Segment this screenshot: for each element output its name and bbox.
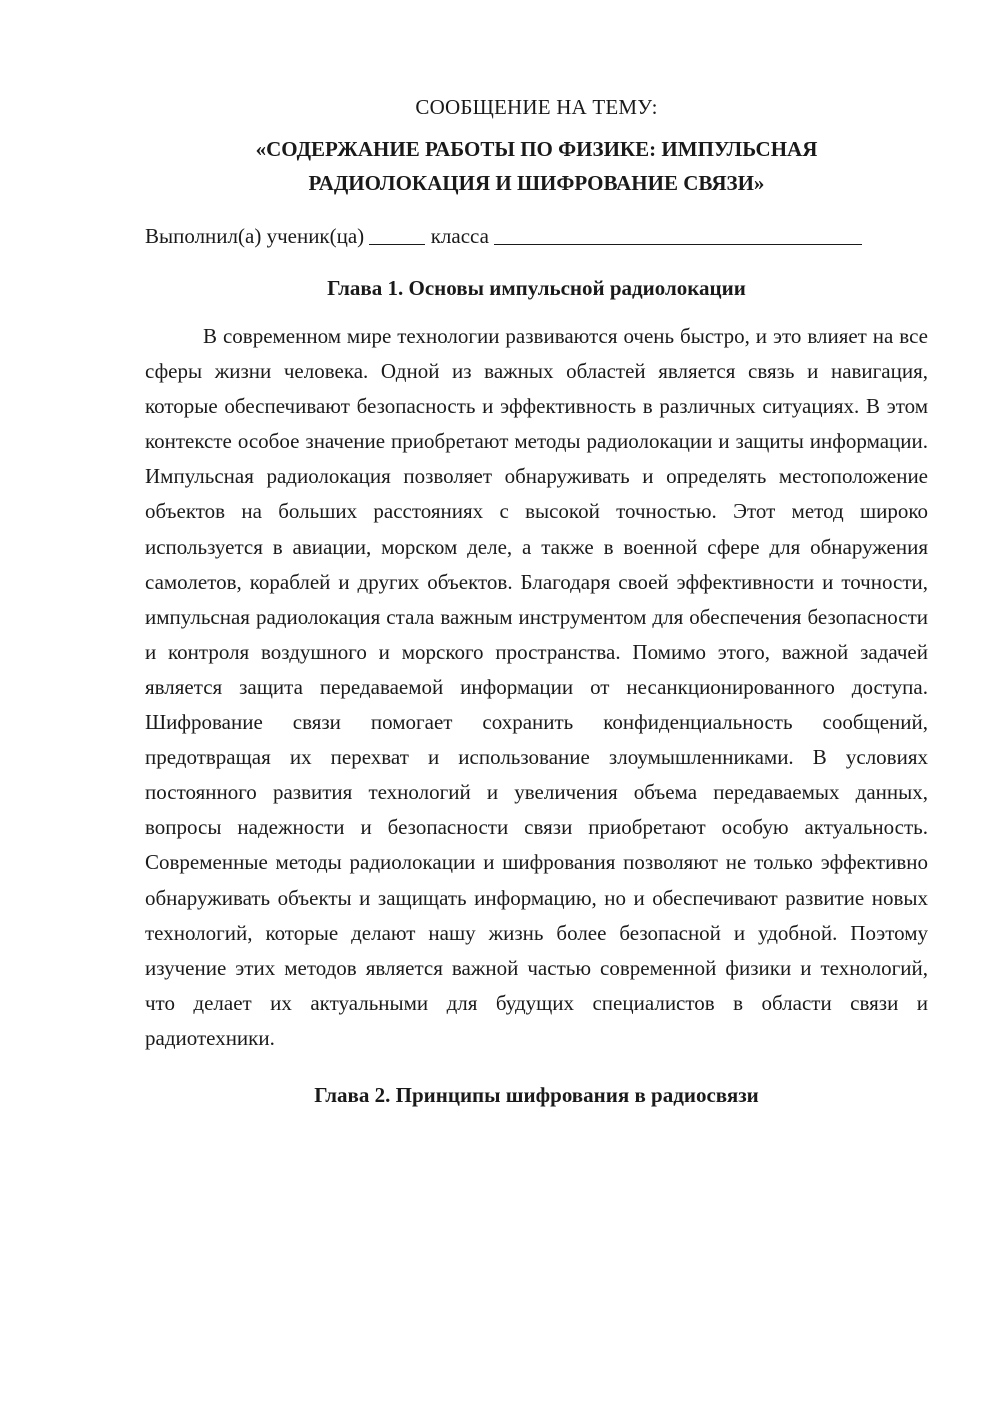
chapter-1-body: В современном мире технологии развиваются очень быстро, и это влияет на все сферы жизни человека. Одной из важных областей является связь и навигация, которые обеспечивают безопасность и эффективность в различных ситуациях. В этом контексте особое значение приобретают методы радиолокации и защиты информации. Импульсная радиолокация позволяет обнаруживать и определять местоположение объектов на больших расстояниях с высокой точностью. Этот метод широко используется в авиации, морском деле, а также в военной сфере для обнаружения самолетов, кораблей и других объектов. Благодаря своей эффективности и точности, импульсная радиолокация стала важным инструментом для обеспечения безопасности и контроля воздушного и морского пространства. Помимо этого, важной задачей является защита передаваемой информации от несанкционированного доступа. Шифрование связи помогает сохранить конфиденциальность сообщений, предотвращая их перехват и использование злоумышленниками. В условиях постоянного развития технологий и увеличения объема передаваемых данных, вопросы надежности и безопасности связи приобретают особую актуальность. Современные методы радиолокации и шифрования позволяют не только эффективно обнаруживать объекты и защищать информацию, но и обеспечивают развитие новых технологий, которые делают нашу жизнь более безопасной и удобной. Поэтому изучение этих методов является важной частью современной физики и технологий, что делает их актуальными для будущих специалистов в области связи и радиотехники. [145, 324, 928, 1050]
grade-blank [369, 224, 425, 245]
name-blank [494, 224, 862, 245]
document-kicker: СООБЩЕНИЕ НА ТЕМУ: [415, 95, 658, 119]
document-title-line-2: РАДИОЛОКАЦИЯ И ШИФРОВАНИЕ СВЯЗИ» [308, 171, 765, 195]
chapter-2-heading: Глава 2. Принципы шифрования в радиосвязи [314, 1082, 759, 1107]
chapter-1-heading: Глава 1. Основы импульсной радиолокации [327, 276, 746, 300]
author-middle: класса [430, 224, 489, 248]
document-title [145, 132, 928, 200]
author-line [145, 221, 928, 251]
author-prefix: Выполнил(а) ученик(ца) [145, 224, 365, 248]
document-page [145, 92, 928, 1110]
document-title-line-1: «СОДЕРЖАНИЕ РАБОТЫ ПО ФИЗИКЕ: ИМПУЛЬСНАЯ [255, 137, 818, 161]
